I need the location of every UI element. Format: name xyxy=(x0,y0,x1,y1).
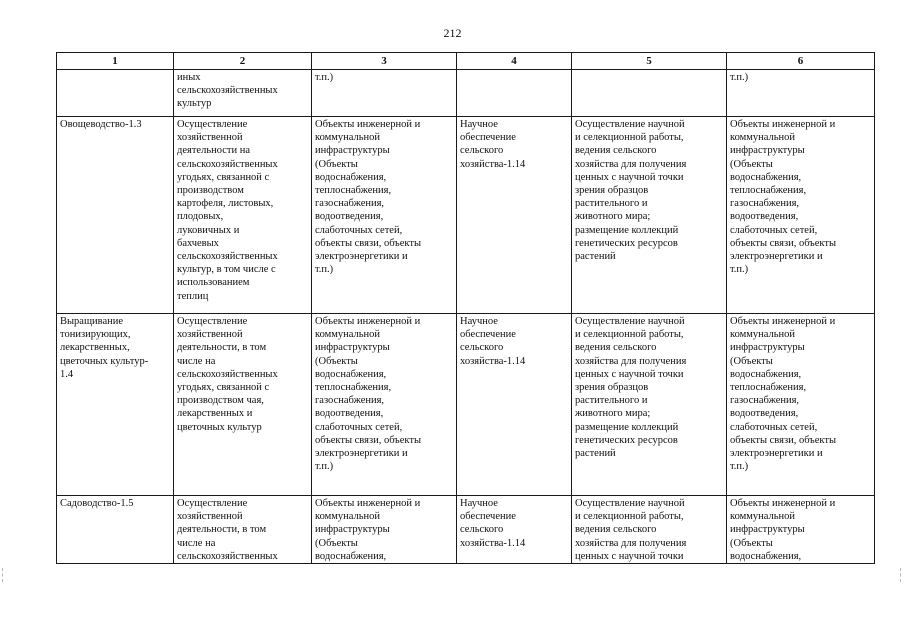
cell-text: Объекты инженерной и коммунальной инфраструктуры (Объекты водоснабжения, xyxy=(315,498,421,562)
cell-text: иных сельскохозяйственных культур xyxy=(177,72,278,110)
table-cell xyxy=(572,117,727,314)
cell-text: Объекты инженерной и коммунальной инфраструктуры (Объекты водоснабжения, теплоснабжения, газоснабжения, водоотведения, слаботочных сетей, объекты связи, объекты электроэнергетики и т.п.) xyxy=(315,316,422,473)
scan-edge-mark xyxy=(900,568,903,582)
table-cell xyxy=(57,314,174,496)
table-row xyxy=(57,496,875,564)
column-header: 6 xyxy=(727,53,875,70)
table-cell xyxy=(174,70,312,117)
cell-text: Садоводство-1.5 xyxy=(60,498,134,509)
table-cell xyxy=(312,117,457,314)
table-cell xyxy=(57,496,174,564)
cell-text: Научное обеспечение сельского хозяйства-1.14 xyxy=(460,316,526,367)
scan-edge-mark xyxy=(2,568,5,582)
table-cell xyxy=(727,496,875,564)
cell-text: Объекты инженерной и коммунальной инфраструктуры (Объекты водоснабжения, теплоснабжения, газоснабжения, водоотведения, слаботочных сетей, объекты связи, объекты электроэнергетики и т.п.) xyxy=(730,316,837,473)
column-header: 2 xyxy=(174,53,312,70)
table-cell xyxy=(727,117,875,314)
land-use-table xyxy=(56,52,875,564)
table-cell xyxy=(457,117,572,314)
table-cell xyxy=(312,496,457,564)
cell-text: Осуществление хозяйственной деятельности на сельскохозяйственных угодьях, связанной с производством картофеля, листовых, плодовых, луковичных и бахчевых сельскохозяйственных культур, в том числе с использованием теплиц xyxy=(177,119,278,302)
table-cell xyxy=(312,314,457,496)
table-cell xyxy=(174,314,312,496)
table-cell xyxy=(727,314,875,496)
cell-text: Объекты инженерной и коммунальной инфраструктуры (Объекты водоснабжения, теплоснабжения, газоснабжения, водоотведения, слаботочных сетей, объекты связи, объекты электроэнергетики и т.п.) xyxy=(315,119,422,276)
table-row xyxy=(57,314,875,496)
cell-text: Осуществление научной и селекционной работы, ведения сельского хозяйства для получения ценных с научной точки xyxy=(575,498,687,562)
table-row xyxy=(57,117,875,314)
cell-text: Осуществление научной и селекционной работы, ведения сельского хозяйства для получения ценных с научной точки зрения образцов растительного и животного мира; размещение коллекций генетических ресурсов растений xyxy=(575,119,687,263)
table-row xyxy=(57,70,875,117)
cell-text: т.п.) xyxy=(730,72,749,83)
cell-text: Объекты инженерной и коммунальной инфраструктуры (Объекты водоснабжения, теплоснабжения, газоснабжения, водоотведения, слаботочных сетей, объекты связи, объекты электроэнергетики и т.п.) xyxy=(730,119,837,276)
column-header: 5 xyxy=(572,53,727,70)
cell-text: Осуществление хозяйственной деятельности, в том числе на сельскохозяйственных угодьях, связанной с производством чая, лекарственных и цветочных культур xyxy=(177,316,278,433)
table-cell xyxy=(572,496,727,564)
column-header: 1 xyxy=(57,53,174,70)
table-cell xyxy=(457,314,572,496)
table-cell xyxy=(727,70,875,117)
table-cell xyxy=(57,70,174,117)
cell-text: Объекты инженерной и коммунальной инфраструктуры (Объекты водоснабжения, xyxy=(730,498,836,562)
table-cell xyxy=(174,117,312,314)
page-number: 212 xyxy=(443,26,462,40)
cell-text: Овощеводство-1.3 xyxy=(60,119,142,130)
cell-text: Научное обеспечение сельского хозяйства-1.14 xyxy=(460,498,526,549)
cell-text: Осуществление хозяйственной деятельности, в том числе на сельскохозяйственных xyxy=(177,498,278,562)
table-cell xyxy=(57,117,174,314)
table-cell xyxy=(457,496,572,564)
table-cell xyxy=(174,496,312,564)
table-cell xyxy=(457,70,572,117)
cell-text: т.п.) xyxy=(315,72,334,83)
table-cell xyxy=(312,70,457,117)
cell-text: Научное обеспечение сельского хозяйства-1.14 xyxy=(460,119,526,170)
header-row xyxy=(57,53,875,70)
cell-text: Выращивание тонизирующих, лекарственных, цветочных культур- 1.4 xyxy=(60,316,149,380)
cell-text: Осуществление научной и селекционной работы, ведения сельского хозяйства для получения ценных с научной точки зрения образцов растительного и животного мира; размещение коллекций генетических ресурсов растений xyxy=(575,316,687,460)
table-cell xyxy=(572,314,727,496)
table-cell xyxy=(572,70,727,117)
column-header: 4 xyxy=(457,53,572,70)
column-header: 3 xyxy=(312,53,457,70)
